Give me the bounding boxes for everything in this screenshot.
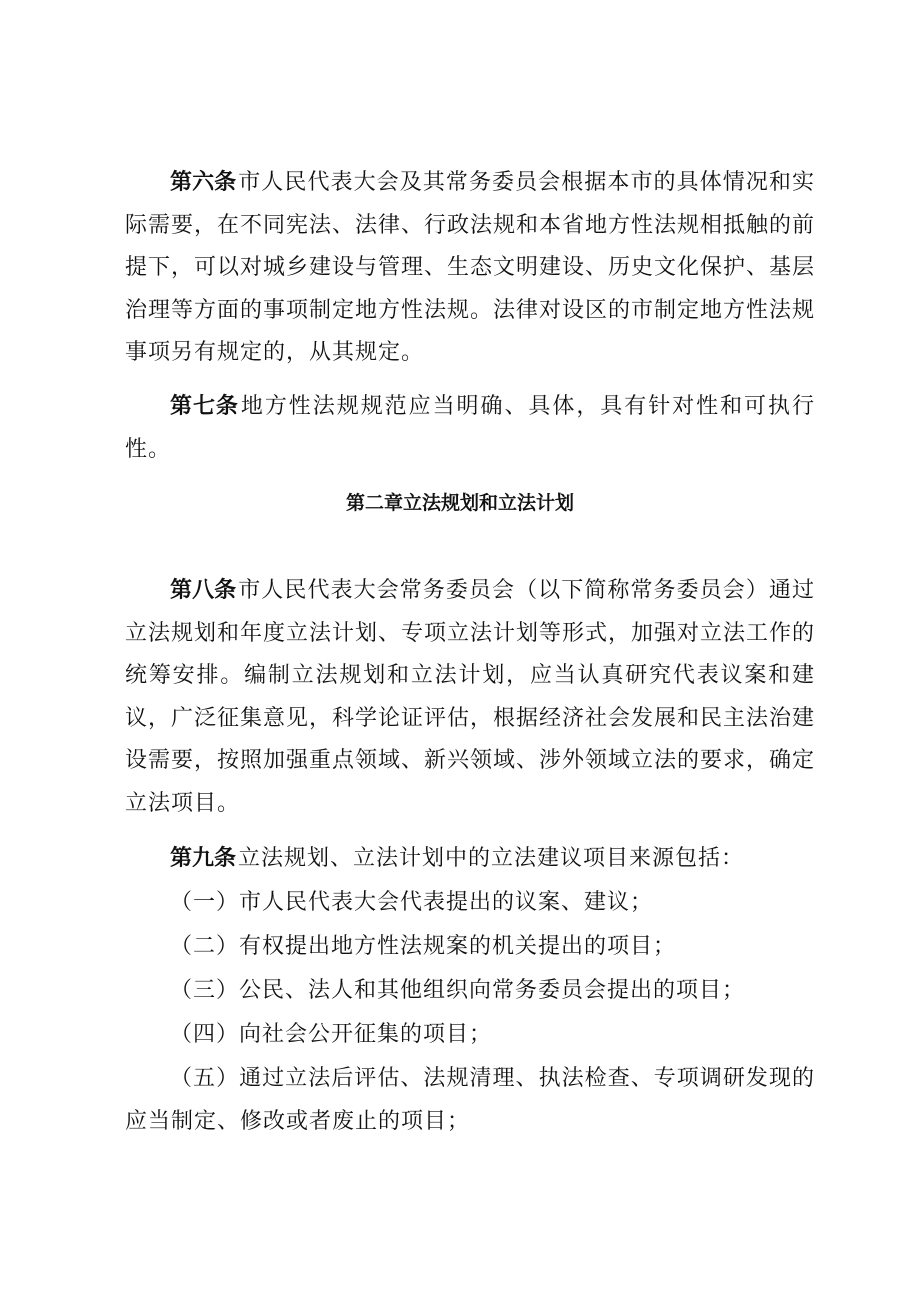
article-9-text: 立法规划、立法计划中的立法建议项目来源包括： [238,846,745,871]
article-8-text: 市人民代表大会常务委员会（以下简称常务委员会）通过立法规划和年度立法计划、专项立法计划等形式，加强对立法工作的统筹安排。编制立法规划和立法计划，应当认真研究代表议案和建议，广泛征集意见，科学论证评估，根据经济社会发展和民主法治建设需要，按照加强重点领域、新兴领域、涉外领域立法的要求，确定立法项目。 [125,578,816,816]
article-9-item-2: （二）有权提出地方性法规案的机关提出的项目； [170,934,677,959]
article-9-label: 第九条 [170,846,237,871]
article-6-paragraph [125,162,815,375]
article-8-paragraph [125,570,815,825]
article-9-item-3: （三）公民、法人和其他组织向常务委员会提出的项目； [170,978,746,1003]
article-8-label: 第八条 [170,578,237,603]
article-6-text: 市人民代表大会及其常务委员会根据本市的具体情况和实际需要，在不同宪法、法律、行政法规和本省地方性法规相抵触的前提下，可以对城乡建设与管理、生态文明建设、历史文化保护、基层治理等方面的事项制定地方性法规。法律对设区的市制定地方性法规事项另有规定的，从其规定。 [125,170,816,365]
article-7-paragraph [125,386,815,471]
article-9-paragraph [125,838,815,881]
article-7-text: 地方性法规规范应当明确、具体，具有针对性和可执行性。 [125,394,815,462]
article-9-item-5: （五）通过立法后评估、法规清理、执法检查、专项调研发现的应当制定、修改或者废止的项目； [125,1066,815,1134]
article-6-label: 第六条 [170,170,237,195]
article-9-item-1: （一）市人民代表大会代表提出的议案、建议； [170,890,654,915]
article-7-label: 第七条 [170,394,239,419]
article-9-item-4: （四）向社会公开征集的项目； [170,1022,493,1047]
chapter-2-heading: 第二章立法规划和立法计划 [345,492,574,514]
